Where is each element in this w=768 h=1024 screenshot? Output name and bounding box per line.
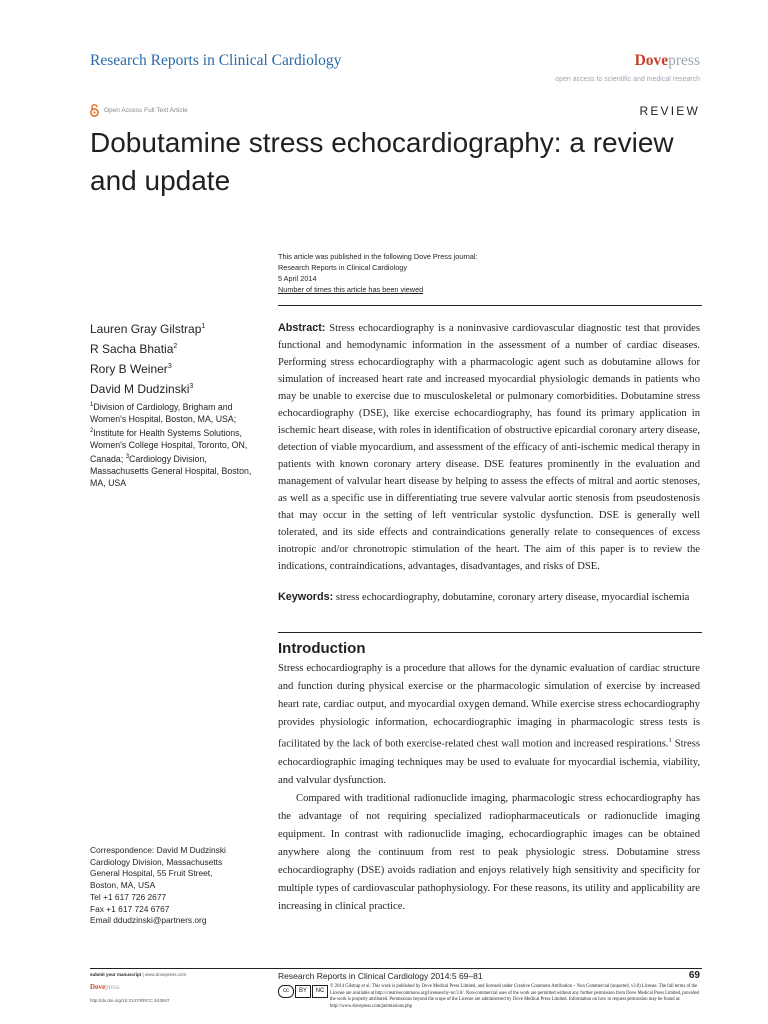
publisher-tagline: open access to scientific and medical research [555,76,700,83]
open-access-badge [90,104,188,117]
divider [278,632,702,633]
footer-divider [90,968,702,969]
divider [278,305,702,306]
affiliations: $^1$Division of Cardiology, Brigham and Women's Hospital, Boston, MA, USA; $^2$Institute for Health Systems Solutions, Women's College Hospital, Toronto, ON, Canada; $^3$Cardiology Division, Massachusetts General Hospital, Boston, MA, USA [90,401,252,488]
doi-link[interactable]: http://dx.doi.org/10.2147/RRCC.S43947 [90,998,170,1003]
publisher-logo-dove: Dove [634,52,669,69]
introduction-body [278,660,700,916]
publisher-logo [635,52,700,70]
journal-name: Research Reports in Clinical Cardiology [90,52,342,69]
email-link[interactable]: Email ddudzinski@partners.org [90,915,207,926]
publication-info [278,251,478,295]
pubinfo-line1: This article was published in the following Dove Press journal: [278,252,478,261]
open-access-label: Open Access Full Text Article [104,107,188,114]
paragraph: Compared with traditional radionuclide imaging, pharmacologic stress echocardiography has the advantage of not requiring specialized radiopharmaceuticals or radionuclide imaging equipment. In contrast with radionuclide imaging, echocardiographic images can be obtained anywhere along the continuum from rest to peak physiologic stress. Dobutamine stress echocardiography (DSE) avoids radiation and enjoys relatively high sensitivity and specificity for multiple types of cardiovascular pathophysiology. For these reasons, its utility and applicability are increasing in clinical practice. [278,792,700,912]
creative-commons-icon[interactable] [278,985,328,998]
publisher-logo-press: press [668,52,700,69]
abstract-text: Stress echocardiography is a noninvasive cardiovascular diagnostic test that provides functional and hemodynamic information in the assessment of a number of cardiac diseases. Performing stress echocardiography with a pharmacologic agent such as dobutamine allows for simulation of increased heart rate and increased myocardial physiologic demands in patients who may be unable to exercise due to musculoskeletal or pulmonary comorbidities. Dobutamine stress echocardiography (DSE), like exercise echocardiography, has found its primary application in ischemic heart disease, with roles in identification of obstructive epicardial coronary artery disease, detection of viable myocardium, and assessment of the efficacy of anti-ischemic medical therapy in patients with known coronary artery disease. DSE features prominently in the evaluation and management of valvular heart disease by helping to assess the effects of mitral and aortic stenoses, as well as a specific use in differentiating true severe valvular aortic stenosis from pseudostenosis that may occur in the setting of left ventricular systolic dysfunction. DSE is generally well tolerated, and its side effects and contraindications generally relate to consequences of excess inotropic and/or chronotropic stimulation of the heart. The aim of this paper is to review the indications, contraindications, advantages, disadvantages, and risks of DSE. [278,323,700,572]
abstract-label: Abstract: [278,322,326,334]
author-list [90,318,205,398]
keywords [278,589,700,606]
journal-citation: Research Reports in Clinical Cardiology 2014:5 69–81 [278,971,483,981]
article-type-label: REVIEW [639,104,700,118]
footer-publisher-logo: Dovepress [90,983,120,991]
cc-by-badge: BY [295,985,311,998]
page-number: 69 [688,970,700,981]
section-heading: Introduction [278,640,366,657]
author: David M Dudzinski$^3$ [90,382,194,396]
article-title: Dobutamine stress echocardiography: a review and update [90,127,674,196]
correspondence-block: Correspondence: David M Dudzinski Cardiology Division, Massachusetts General Hospital, 55 Fruit Street, Boston, MA, USA Tel +1 617 726 2677 Fax +1 617 724 6767 Email ddudzinski@partners.org [90,845,226,926]
keywords-label: Keywords: [278,591,334,603]
views-link[interactable]: Number of times this article has been viewed [278,285,424,294]
pubinfo-journal: Research Reports in Clinical Cardiology [278,263,407,272]
cc-badge: cc [278,985,294,998]
abstract [278,320,700,575]
paragraph: Stress echocardiography is a procedure that allows for the dynamic evaluation of cardiac structure and function during physical exercise or the pharmacologic simulation of exercise by increased heart rate, cardiac output, and myocardial oxygen demand. While exercise stress echocardiography provides physiologic information, echocardiographic imaging in pharmacologic stress tests is facilitated by the lack of both exercise-related chest wall motion and increased respirations.$^1$ Stress echocardiographic imaging techniques may be used to evaluate for myocardial ischemia, viability, and valvular dysfunction. [278,663,700,786]
author: Lauren Gray Gilstrap$^1$ [90,322,206,336]
citation-ref[interactable]: 1 [668,737,672,744]
license-text: © 2014 Gilstrap et al. This work is published by Dove Medical Press Limited, and licensed under Creative Commons Attribution – Non Commercial (unported, v3.0) License. The full terms of the License are available at http://creativecommons.org/licenses/by-nc/3.0/. Non-commercial uses of the work are permitted without any further permission from Dove Medical Press Limited, provided the work is properly attributed. Permissions beyond the scope of the License are administered by Dove Medical Press Limited. Information on how to request permission may be found at: http://www.dovepress.com/permissions.php [330,984,699,1009]
author: Rory B Weiner$^3$ [90,362,172,376]
submit-manuscript-link[interactable]: submit your manuscript | www.dovepress.com [90,972,187,977]
cc-nc-badge: NC [312,985,328,998]
keywords-text: stress echocardiography, dobutamine, coronary artery disease, myocardial ischemia [335,592,690,603]
author: R Sacha Bhatia$^2$ [90,342,178,356]
pubinfo-date: 5 April 2014 [278,274,317,283]
open-access-icon [90,104,99,117]
